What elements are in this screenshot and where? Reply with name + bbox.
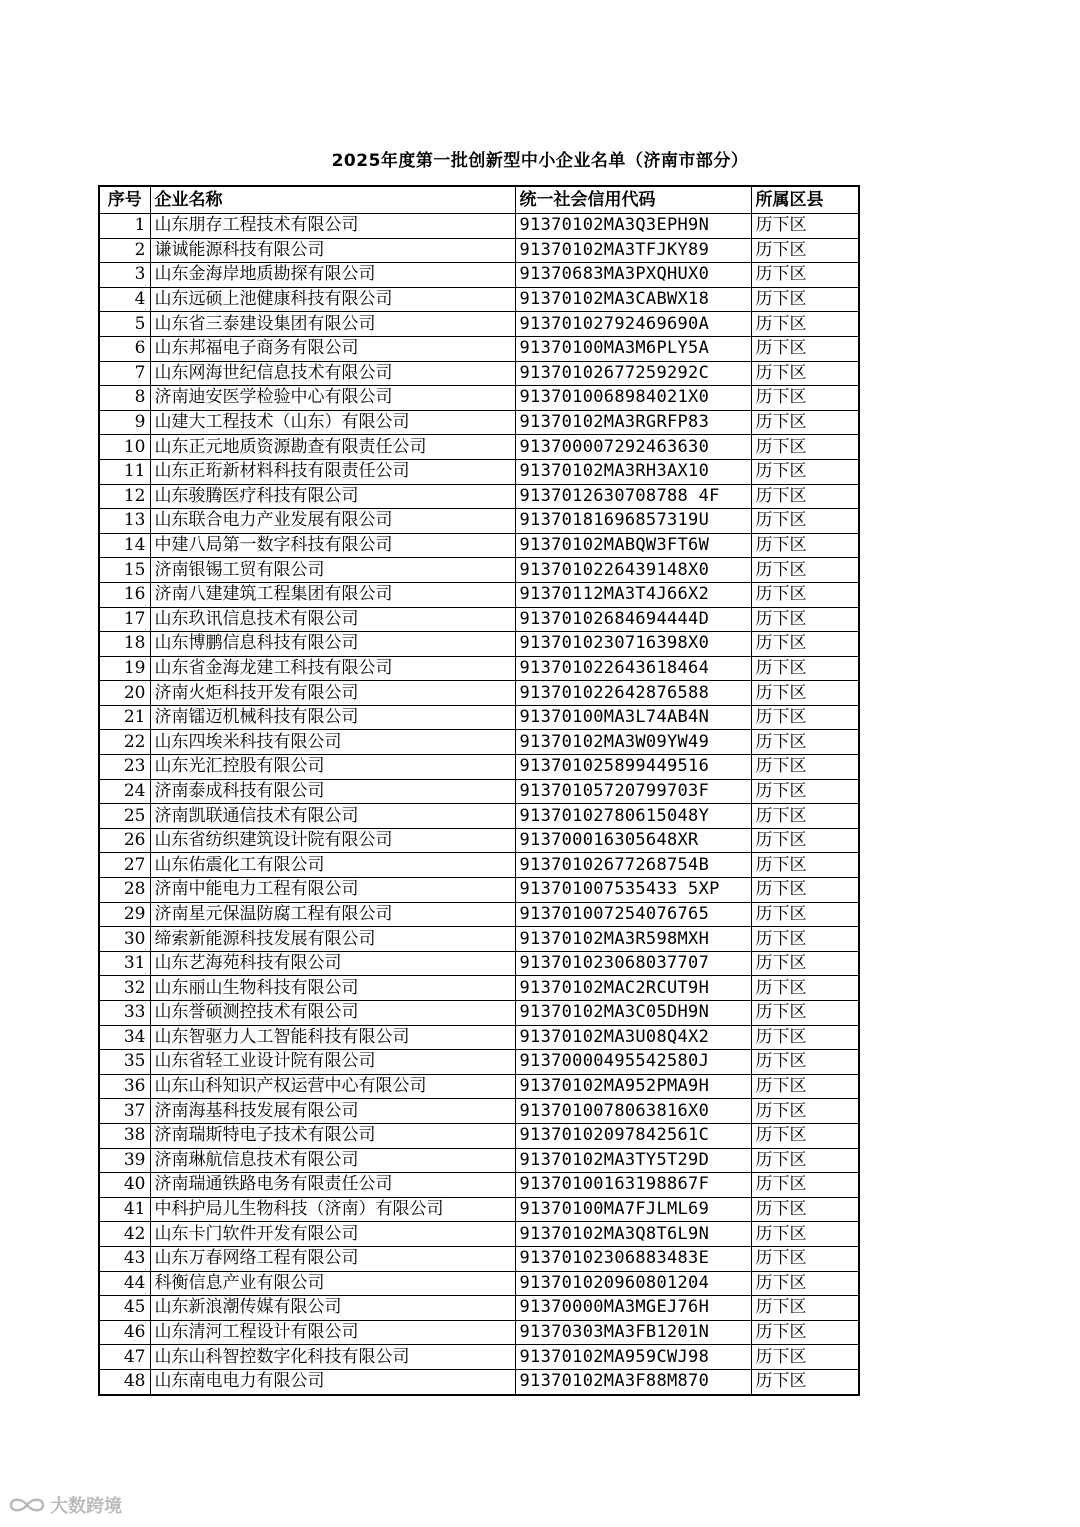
table-row — [99, 582, 859, 607]
district: 历下区 — [751, 1345, 859, 1370]
row-index: 44 — [99, 1271, 150, 1296]
credit-code: 91370102MA3F88M870 — [515, 1369, 751, 1394]
table-row — [99, 1271, 859, 1296]
district: 历下区 — [751, 386, 859, 411]
table-row — [99, 1345, 859, 1370]
row-index: 17 — [99, 607, 150, 632]
credit-code: 91370102MA3R598MXH — [515, 927, 751, 952]
row-index: 31 — [99, 951, 150, 976]
company-name: 济南瑞通铁路电务有限责任公司 — [150, 1173, 515, 1198]
header-index: 序号 — [99, 186, 150, 214]
credit-code: 91370102306883483E — [515, 1246, 751, 1271]
district: 历下区 — [751, 878, 859, 903]
company-name: 山东卡门软件开发有限公司 — [150, 1222, 515, 1247]
company-name: 山东四埃米科技有限公司 — [150, 730, 515, 755]
table-row — [99, 1025, 859, 1050]
credit-code: 913701007535433 5XP — [515, 878, 751, 903]
credit-code: 91370303MA3FB1201N — [515, 1320, 751, 1345]
header-company-name: 企业名称 — [150, 186, 515, 214]
company-name: 山东骏腾医疗科技有限公司 — [150, 484, 515, 509]
credit-code: 913700007292463630 — [515, 435, 751, 460]
row-index: 10 — [99, 435, 150, 460]
credit-code: 91370102MA3RH3AX10 — [515, 459, 751, 484]
credit-code: 91370102MA3U08Q4X2 — [515, 1025, 751, 1050]
company-name: 山东正珩新材料科技有限责任公司 — [150, 459, 515, 484]
credit-code: 913701025899449516 — [515, 755, 751, 780]
credit-code: 91370112MA3T4J66X2 — [515, 582, 751, 607]
district: 历下区 — [751, 632, 859, 657]
table-row — [99, 755, 859, 780]
credit-code: 91370102MA3Q3EPH9N — [515, 214, 751, 239]
company-name: 中科护局儿生物科技（济南）有限公司 — [150, 1197, 515, 1222]
table-row — [99, 1123, 859, 1148]
table-row — [99, 902, 859, 927]
district: 历下区 — [751, 828, 859, 853]
table-row — [99, 1173, 859, 1198]
district: 历下区 — [751, 730, 859, 755]
credit-code: 91370102MA3CABWX18 — [515, 287, 751, 312]
row-index: 45 — [99, 1296, 150, 1321]
row-index: 3 — [99, 263, 150, 288]
watermark — [8, 1492, 122, 1518]
credit-code: 91370102MA3RGRFP83 — [515, 410, 751, 435]
district: 历下区 — [751, 1197, 859, 1222]
district: 历下区 — [751, 214, 859, 239]
district: 历下区 — [751, 1246, 859, 1271]
header-district: 所属区县 — [751, 186, 859, 214]
credit-code: 91370181696857319U — [515, 509, 751, 534]
district: 历下区 — [751, 484, 859, 509]
district: 历下区 — [751, 1173, 859, 1198]
district: 历下区 — [751, 1148, 859, 1173]
company-name: 山东远硕上池健康科技有限公司 — [150, 287, 515, 312]
district: 历下区 — [751, 238, 859, 263]
company-name: 山东清河工程设计有限公司 — [150, 1320, 515, 1345]
credit-code: 913701020960801204 — [515, 1271, 751, 1296]
row-index: 4 — [99, 287, 150, 312]
company-name: 山东丽山生物科技有限公司 — [150, 976, 515, 1001]
credit-code: 91370102780615048Y — [515, 804, 751, 829]
credit-code: 91370102MA3TY5T29D — [515, 1148, 751, 1173]
company-name: 科衡信息产业有限公司 — [150, 1271, 515, 1296]
company-name: 山东玖讯信息技术有限公司 — [150, 607, 515, 632]
table-row — [99, 1246, 859, 1271]
row-index: 36 — [99, 1074, 150, 1099]
row-index: 23 — [99, 755, 150, 780]
table-row — [99, 1148, 859, 1173]
row-index: 30 — [99, 927, 150, 952]
row-index: 35 — [99, 1050, 150, 1075]
district: 历下区 — [751, 681, 859, 706]
company-name: 山东朋存工程技术有限公司 — [150, 214, 515, 239]
company-name: 山东万春网络工程有限公司 — [150, 1246, 515, 1271]
row-index: 32 — [99, 976, 150, 1001]
district: 历下区 — [751, 336, 859, 361]
district: 历下区 — [751, 1271, 859, 1296]
district: 历下区 — [751, 410, 859, 435]
row-index: 25 — [99, 804, 150, 829]
table-row — [99, 484, 859, 509]
credit-code: 91370102684694444D — [515, 607, 751, 632]
row-index: 26 — [99, 828, 150, 853]
company-name: 山东山科知识产权运营中心有限公司 — [150, 1074, 515, 1099]
row-index: 29 — [99, 902, 150, 927]
row-index: 7 — [99, 361, 150, 386]
table-row — [99, 878, 859, 903]
table-row — [99, 1222, 859, 1247]
credit-code: 913701022642876588 — [515, 681, 751, 706]
table-row — [99, 410, 859, 435]
district: 历下区 — [751, 287, 859, 312]
company-name: 山东省三泰建设集团有限公司 — [150, 312, 515, 337]
district: 历下区 — [751, 779, 859, 804]
credit-code: 9137010078063816X0 — [515, 1099, 751, 1124]
company-name: 山东邦福电子商务有限公司 — [150, 336, 515, 361]
district: 历下区 — [751, 263, 859, 288]
credit-code: 91370000MA3MGEJ76H — [515, 1296, 751, 1321]
row-index: 33 — [99, 1001, 150, 1026]
credit-code: 91370102MA3W09YW49 — [515, 730, 751, 755]
table-row — [99, 238, 859, 263]
table-row — [99, 435, 859, 460]
table-row — [99, 1320, 859, 1345]
credit-code: 91370105720799703F — [515, 779, 751, 804]
company-name: 济南琳航信息技术有限公司 — [150, 1148, 515, 1173]
row-index: 19 — [99, 656, 150, 681]
credit-code: 91370100163198867F — [515, 1173, 751, 1198]
district: 历下区 — [751, 755, 859, 780]
company-name: 济南镭迈机械科技有限公司 — [150, 705, 515, 730]
credit-code: 91370102MAC2RCUT9H — [515, 976, 751, 1001]
district: 历下区 — [751, 1123, 859, 1148]
row-index: 11 — [99, 459, 150, 484]
row-index: 6 — [99, 336, 150, 361]
table-row — [99, 509, 859, 534]
table-row — [99, 1050, 859, 1075]
credit-code: 91370100MA7FJLML69 — [515, 1197, 751, 1222]
table-row — [99, 312, 859, 337]
table-row — [99, 1369, 859, 1394]
row-index: 14 — [99, 533, 150, 558]
row-index: 22 — [99, 730, 150, 755]
row-index: 16 — [99, 582, 150, 607]
row-index: 1 — [99, 214, 150, 239]
row-index: 40 — [99, 1173, 150, 1198]
table-row — [99, 263, 859, 288]
credit-code: 91370102MABQW3FT6W — [515, 533, 751, 558]
district: 历下区 — [751, 582, 859, 607]
row-index: 38 — [99, 1123, 150, 1148]
row-index: 8 — [99, 386, 150, 411]
table-row — [99, 853, 859, 878]
credit-code: 913701007254076765 — [515, 902, 751, 927]
table-row — [99, 951, 859, 976]
credit-code: 91370102MA3TFJKY89 — [515, 238, 751, 263]
table-row — [99, 632, 859, 657]
row-index: 21 — [99, 705, 150, 730]
district: 历下区 — [751, 1025, 859, 1050]
credit-code: 9137010226439148X0 — [515, 558, 751, 583]
row-index: 47 — [99, 1345, 150, 1370]
table-row — [99, 681, 859, 706]
credit-code: 913701023068037707 — [515, 951, 751, 976]
district: 历下区 — [751, 927, 859, 952]
table-row — [99, 287, 859, 312]
row-index: 43 — [99, 1246, 150, 1271]
company-name: 山东誉硕测控技术有限公司 — [150, 1001, 515, 1026]
credit-code: 91370102MA959CWJ98 — [515, 1345, 751, 1370]
row-index: 41 — [99, 1197, 150, 1222]
district: 历下区 — [751, 1099, 859, 1124]
company-name: 山东博鹏信息科技有限公司 — [150, 632, 515, 657]
credit-code: 913700016305648XR — [515, 828, 751, 853]
row-index: 28 — [99, 878, 150, 903]
company-name: 山东佑震化工有限公司 — [150, 853, 515, 878]
credit-code: 91370100MA3M6PLY5A — [515, 336, 751, 361]
district: 历下区 — [751, 853, 859, 878]
table-row — [99, 386, 859, 411]
company-name: 济南海基科技发展有限公司 — [150, 1099, 515, 1124]
district: 历下区 — [751, 558, 859, 583]
credit-code: 91370102677268754B — [515, 853, 751, 878]
company-name: 济南泰成科技有限公司 — [150, 779, 515, 804]
table-row — [99, 459, 859, 484]
company-name: 山东联合电力产业发展有限公司 — [150, 509, 515, 534]
table-row — [99, 779, 859, 804]
company-name: 山东智驱力人工智能科技有限公司 — [150, 1025, 515, 1050]
table-row — [99, 607, 859, 632]
table-row — [99, 214, 859, 239]
company-name: 济南凯联通信技术有限公司 — [150, 804, 515, 829]
row-index: 15 — [99, 558, 150, 583]
row-index: 9 — [99, 410, 150, 435]
credit-code: 91370102677259292C — [515, 361, 751, 386]
table-row — [99, 1001, 859, 1026]
district: 历下区 — [751, 1369, 859, 1394]
company-name: 缔索新能源科技发展有限公司 — [150, 927, 515, 952]
district: 历下区 — [751, 361, 859, 386]
credit-code: 91370102097842561C — [515, 1123, 751, 1148]
table-row — [99, 533, 859, 558]
company-name: 济南瑞斯特电子技术有限公司 — [150, 1123, 515, 1148]
company-name: 济南迪安医学检验中心有限公司 — [150, 386, 515, 411]
table-row — [99, 1197, 859, 1222]
company-name: 中建八局第一数字科技有限公司 — [150, 533, 515, 558]
company-name: 山东山科智控数字化科技有限公司 — [150, 1345, 515, 1370]
district: 历下区 — [751, 902, 859, 927]
row-index: 27 — [99, 853, 150, 878]
table-row — [99, 730, 859, 755]
credit-code: 91370102MA3C05DH9N — [515, 1001, 751, 1026]
company-name: 山东省轻工业设计院有限公司 — [150, 1050, 515, 1075]
row-index: 48 — [99, 1369, 150, 1394]
company-name: 山东金海岸地质勘探有限公司 — [150, 263, 515, 288]
credit-code: 9137012630708788 4F — [515, 484, 751, 509]
row-index: 34 — [99, 1025, 150, 1050]
district: 历下区 — [751, 1296, 859, 1321]
district: 历下区 — [751, 1222, 859, 1247]
district: 历下区 — [751, 459, 859, 484]
company-name: 山东省金海龙建工科技有限公司 — [150, 656, 515, 681]
district: 历下区 — [751, 804, 859, 829]
district: 历下区 — [751, 607, 859, 632]
watermark-text: 大数跨境 — [50, 1496, 122, 1517]
company-name: 山东艺海苑科技有限公司 — [150, 951, 515, 976]
credit-code: 91370100MA3L74AB4N — [515, 705, 751, 730]
district: 历下区 — [751, 1001, 859, 1026]
company-name: 山东省纺织建筑设计院有限公司 — [150, 828, 515, 853]
district: 历下区 — [751, 1074, 859, 1099]
table-row — [99, 558, 859, 583]
company-name: 济南火炬科技开发有限公司 — [150, 681, 515, 706]
district: 历下区 — [751, 509, 859, 534]
row-index: 46 — [99, 1320, 150, 1345]
table-header-row — [99, 186, 859, 214]
company-name: 济南八建建筑工程集团有限公司 — [150, 582, 515, 607]
table-body — [99, 214, 859, 1395]
row-index: 13 — [99, 509, 150, 534]
credit-code: 9137010068984021X0 — [515, 386, 751, 411]
table-row — [99, 656, 859, 681]
table-row — [99, 1074, 859, 1099]
table-row — [99, 705, 859, 730]
district: 历下区 — [751, 976, 859, 1001]
credit-code: 91370000495542580J — [515, 1050, 751, 1075]
district: 历下区 — [751, 1050, 859, 1075]
district: 历下区 — [751, 1320, 859, 1345]
row-index: 12 — [99, 484, 150, 509]
credit-code: 91370102MA3Q8T6L9N — [515, 1222, 751, 1247]
table-row — [99, 976, 859, 1001]
credit-code: 913701022643618464 — [515, 656, 751, 681]
credit-code: 91370102792469690A — [515, 312, 751, 337]
table-row — [99, 361, 859, 386]
company-name: 济南中能电力工程有限公司 — [150, 878, 515, 903]
credit-code: 91370102MA952PMA9H — [515, 1074, 751, 1099]
company-name: 山东网海世纪信息技术有限公司 — [150, 361, 515, 386]
company-name: 山东南电电力有限公司 — [150, 1369, 515, 1394]
company-name: 山东新浪潮传媒有限公司 — [150, 1296, 515, 1321]
row-index: 37 — [99, 1099, 150, 1124]
table-row — [99, 1296, 859, 1321]
row-index: 5 — [99, 312, 150, 337]
company-name: 山建大工程技术（山东）有限公司 — [150, 410, 515, 435]
company-name: 济南银锡工贸有限公司 — [150, 558, 515, 583]
row-index: 20 — [99, 681, 150, 706]
header-credit-code: 统一社会信用代码 — [515, 186, 751, 214]
table-row — [99, 927, 859, 952]
district: 历下区 — [751, 656, 859, 681]
credit-code: 9137010230716398X0 — [515, 632, 751, 657]
row-index: 2 — [99, 238, 150, 263]
page-title: 2025年度第一批创新型中小企业名单（济南市部分） — [331, 151, 749, 171]
district: 历下区 — [751, 951, 859, 976]
district: 历下区 — [751, 312, 859, 337]
table-row — [99, 804, 859, 829]
row-index: 42 — [99, 1222, 150, 1247]
row-index: 24 — [99, 779, 150, 804]
credit-code: 91370683MA3PXQHUX0 — [515, 263, 751, 288]
company-name: 谦诚能源科技有限公司 — [150, 238, 515, 263]
row-index: 18 — [99, 632, 150, 657]
table-row — [99, 828, 859, 853]
infinity-logo-icon — [8, 1494, 46, 1516]
table-row — [99, 1099, 859, 1124]
district: 历下区 — [751, 435, 859, 460]
company-name: 山东正元地质资源勘查有限责任公司 — [150, 435, 515, 460]
company-name: 山东光汇控股有限公司 — [150, 755, 515, 780]
company-table — [98, 185, 860, 1396]
district: 历下区 — [751, 705, 859, 730]
district: 历下区 — [751, 533, 859, 558]
table-row — [99, 336, 859, 361]
row-index: 39 — [99, 1148, 150, 1173]
company-name: 济南星元保温防腐工程有限公司 — [150, 902, 515, 927]
